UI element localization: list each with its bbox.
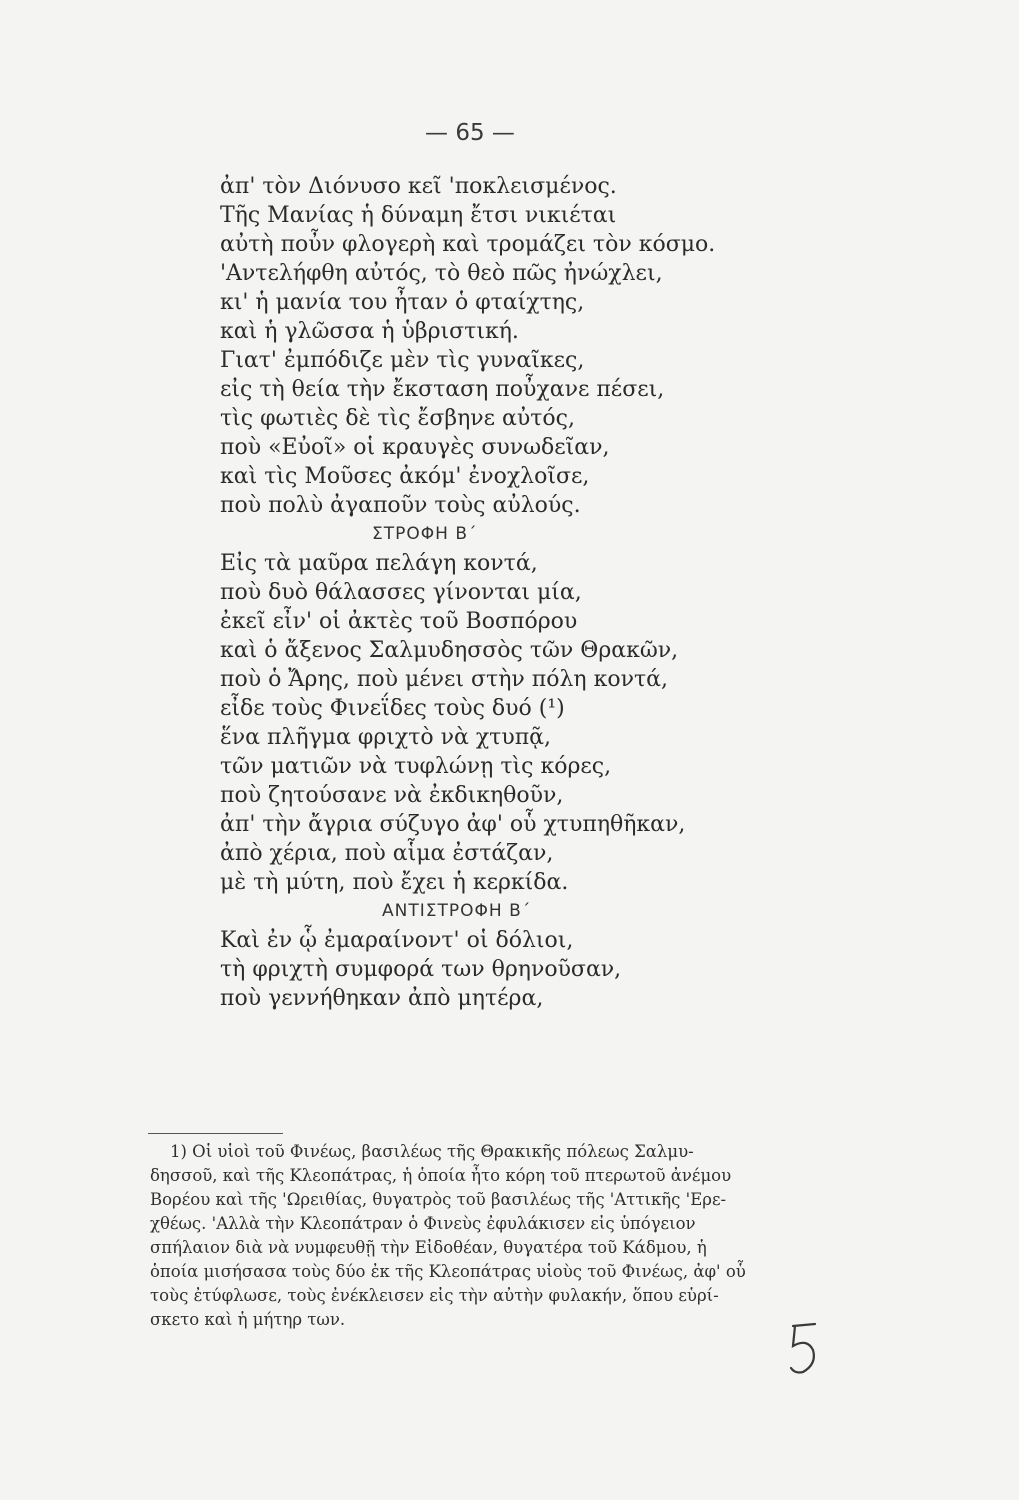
page-number: — 65 — bbox=[425, 120, 515, 146]
verse-line: ποὺ πολὺ ἀγαποῦν τοὺς αὐλούς. bbox=[220, 493, 581, 518]
verse-line: ἐκεῖ εἶν' οἱ ἀκτὲς τοῦ Βοσπόρου bbox=[220, 609, 578, 634]
verse-line: εἰς τὴ θεία τὴν ἔκσταση ποὖχανε πέσει, bbox=[220, 377, 665, 402]
verse-line: τῶν ματιῶν νὰ τυφλώνῃ τὶς κόρες, bbox=[220, 754, 612, 779]
section-heading-antistrophe: ΑΝΤΙΣΤΡΟΦΗ Β΄ bbox=[382, 901, 532, 921]
verse-line: καὶ τὶς Μοῦσες ἀκόμ' ἐνοχλοῖσε, bbox=[220, 464, 590, 489]
verse-line: 'Αντελήφθη αὐτός, τὸ θεὸ πῶς ἠνώχλει, bbox=[220, 261, 663, 286]
footnote-line: Βορέου καὶ τῆς 'Ωρειθίας, θυγατρὸς τοῦ βασιλέως τῆς 'Αττικῆς 'Ερε- bbox=[150, 1190, 727, 1209]
verse-line: ποὺ γεννήθηκαν ἀπὸ μητέρα, bbox=[220, 986, 544, 1011]
footnote bbox=[150, 1140, 840, 1332]
verse-line: ποὺ «Εὐοῖ» οἱ κραυγὲς συνωδεῖαν, bbox=[220, 435, 610, 460]
verse-line: Τῆς Μανίας ἡ δύναμη ἔτσι νικιέται bbox=[220, 203, 617, 228]
verse-line: ἕνα πλῆγμα φριχτὸ νὰ χτυπᾷ, bbox=[220, 725, 552, 750]
verse-line: καὶ ὁ ἄξενος Σαλμυδησσὸς τῶν Θρακῶν, bbox=[220, 638, 679, 663]
section-heading-strophe: ΣΤΡΟΦΗ Β΄ bbox=[372, 524, 478, 544]
footnote-line: τοὺς ἐτύφλωσε, τοὺς ἐνέκλεισεν εἰς τὴν αὐτὴν φυλακήν, ὅπου εὑρί- bbox=[150, 1286, 719, 1305]
verse-line: τὶς φωτιὲς δὲ τὶς ἔσβηνε αὐτός, bbox=[220, 406, 575, 431]
verse-line: μὲ τὴ μύτη, ποὺ ἔχει ἡ κερκίδα. bbox=[220, 870, 569, 895]
handwritten-mark bbox=[785, 1318, 825, 1378]
verse-line: ποὺ ὁ Ἄρης, ποὺ μένει στὴν πόλη κοντά, bbox=[220, 667, 668, 692]
verse-line: Γιατ' ἐμπόδιζε μὲν τὶς γυναῖκες, bbox=[220, 348, 585, 373]
footnote-line: ὁποία μισήσασα τοὺς δύο ἐκ τῆς Κλεοπάτρας υἱοὺς τοῦ Φινέως, ἀφ' οὗ bbox=[150, 1262, 746, 1281]
verse-line: αὐτὴ ποὖν φλογερὴ καὶ τρομάζει τὸν κόσμο. bbox=[220, 232, 716, 257]
verse-line: Καὶ ἐν ᾧ ἐμαραίνοντ' οἱ δόλιοι, bbox=[220, 928, 574, 953]
verse-line: ποὺ δυὸ θάλασσες γίνονται μία, bbox=[220, 580, 582, 605]
verse-line: κι' ἡ μανία του ἦταν ὁ φταίχτης, bbox=[220, 290, 585, 315]
verse-line: ἀπὸ χέρια, ποὺ αἷμα ἐστάζαν, bbox=[220, 841, 554, 866]
footnote-line: σπήλαιον διὰ νὰ νυμφευθῇ τὴν Εἰδοθέαν, θυγατέρα τοῦ Κάδμου, ἡ bbox=[150, 1238, 707, 1257]
verse-line: ποὺ ζητούσανε νὰ ἐκδικηθοῦν, bbox=[220, 783, 564, 808]
footnote-line: χθέως. 'Αλλὰ τὴν Κλεοπάτραν ὁ Φινεὺς ἐφυλάκισεν εἰς ὑπόγειον bbox=[150, 1214, 696, 1233]
verse-line: τὴ φριχτὴ συμφορά των θρηνοῦσαν, bbox=[220, 957, 622, 982]
verse-line: ἀπ' τὴν ἄγρια σύζυγο ἀφ' οὗ χτυπηθῆκαν, bbox=[220, 812, 686, 837]
footnote-divider bbox=[148, 1133, 283, 1134]
stanza-3 bbox=[220, 926, 780, 1013]
stanza-1 bbox=[220, 172, 780, 520]
footnote-line: 1) Οἱ υἱοὶ τοῦ Φινέως, βασιλέως τῆς Θρακικῆς πόλεως Σαλμυ- bbox=[170, 1142, 694, 1161]
poem-body bbox=[220, 172, 780, 1013]
verse-line: εἶδε τοὺς Φινεΐδες τοὺς δυό (¹) bbox=[220, 696, 565, 721]
verse-line: καὶ ἡ γλῶσσα ἡ ὑβριστική. bbox=[220, 319, 519, 344]
verse-line: Εἰς τὰ μαῦρα πελάγη κοντά, bbox=[220, 551, 538, 576]
verse-line: ἀπ' τὸν Διόνυσο κεῖ 'ποκλεισμένος. bbox=[220, 174, 617, 199]
stanza-2 bbox=[220, 549, 780, 897]
footnote-line: δησσοῦ, καὶ τῆς Κλεοπάτρας, ἡ ὁποία ἦτο κόρη τοῦ πτερωτοῦ ἀνέμου bbox=[150, 1166, 732, 1185]
footnote-line: σκετο καὶ ἡ μήτηρ των. bbox=[150, 1310, 346, 1329]
